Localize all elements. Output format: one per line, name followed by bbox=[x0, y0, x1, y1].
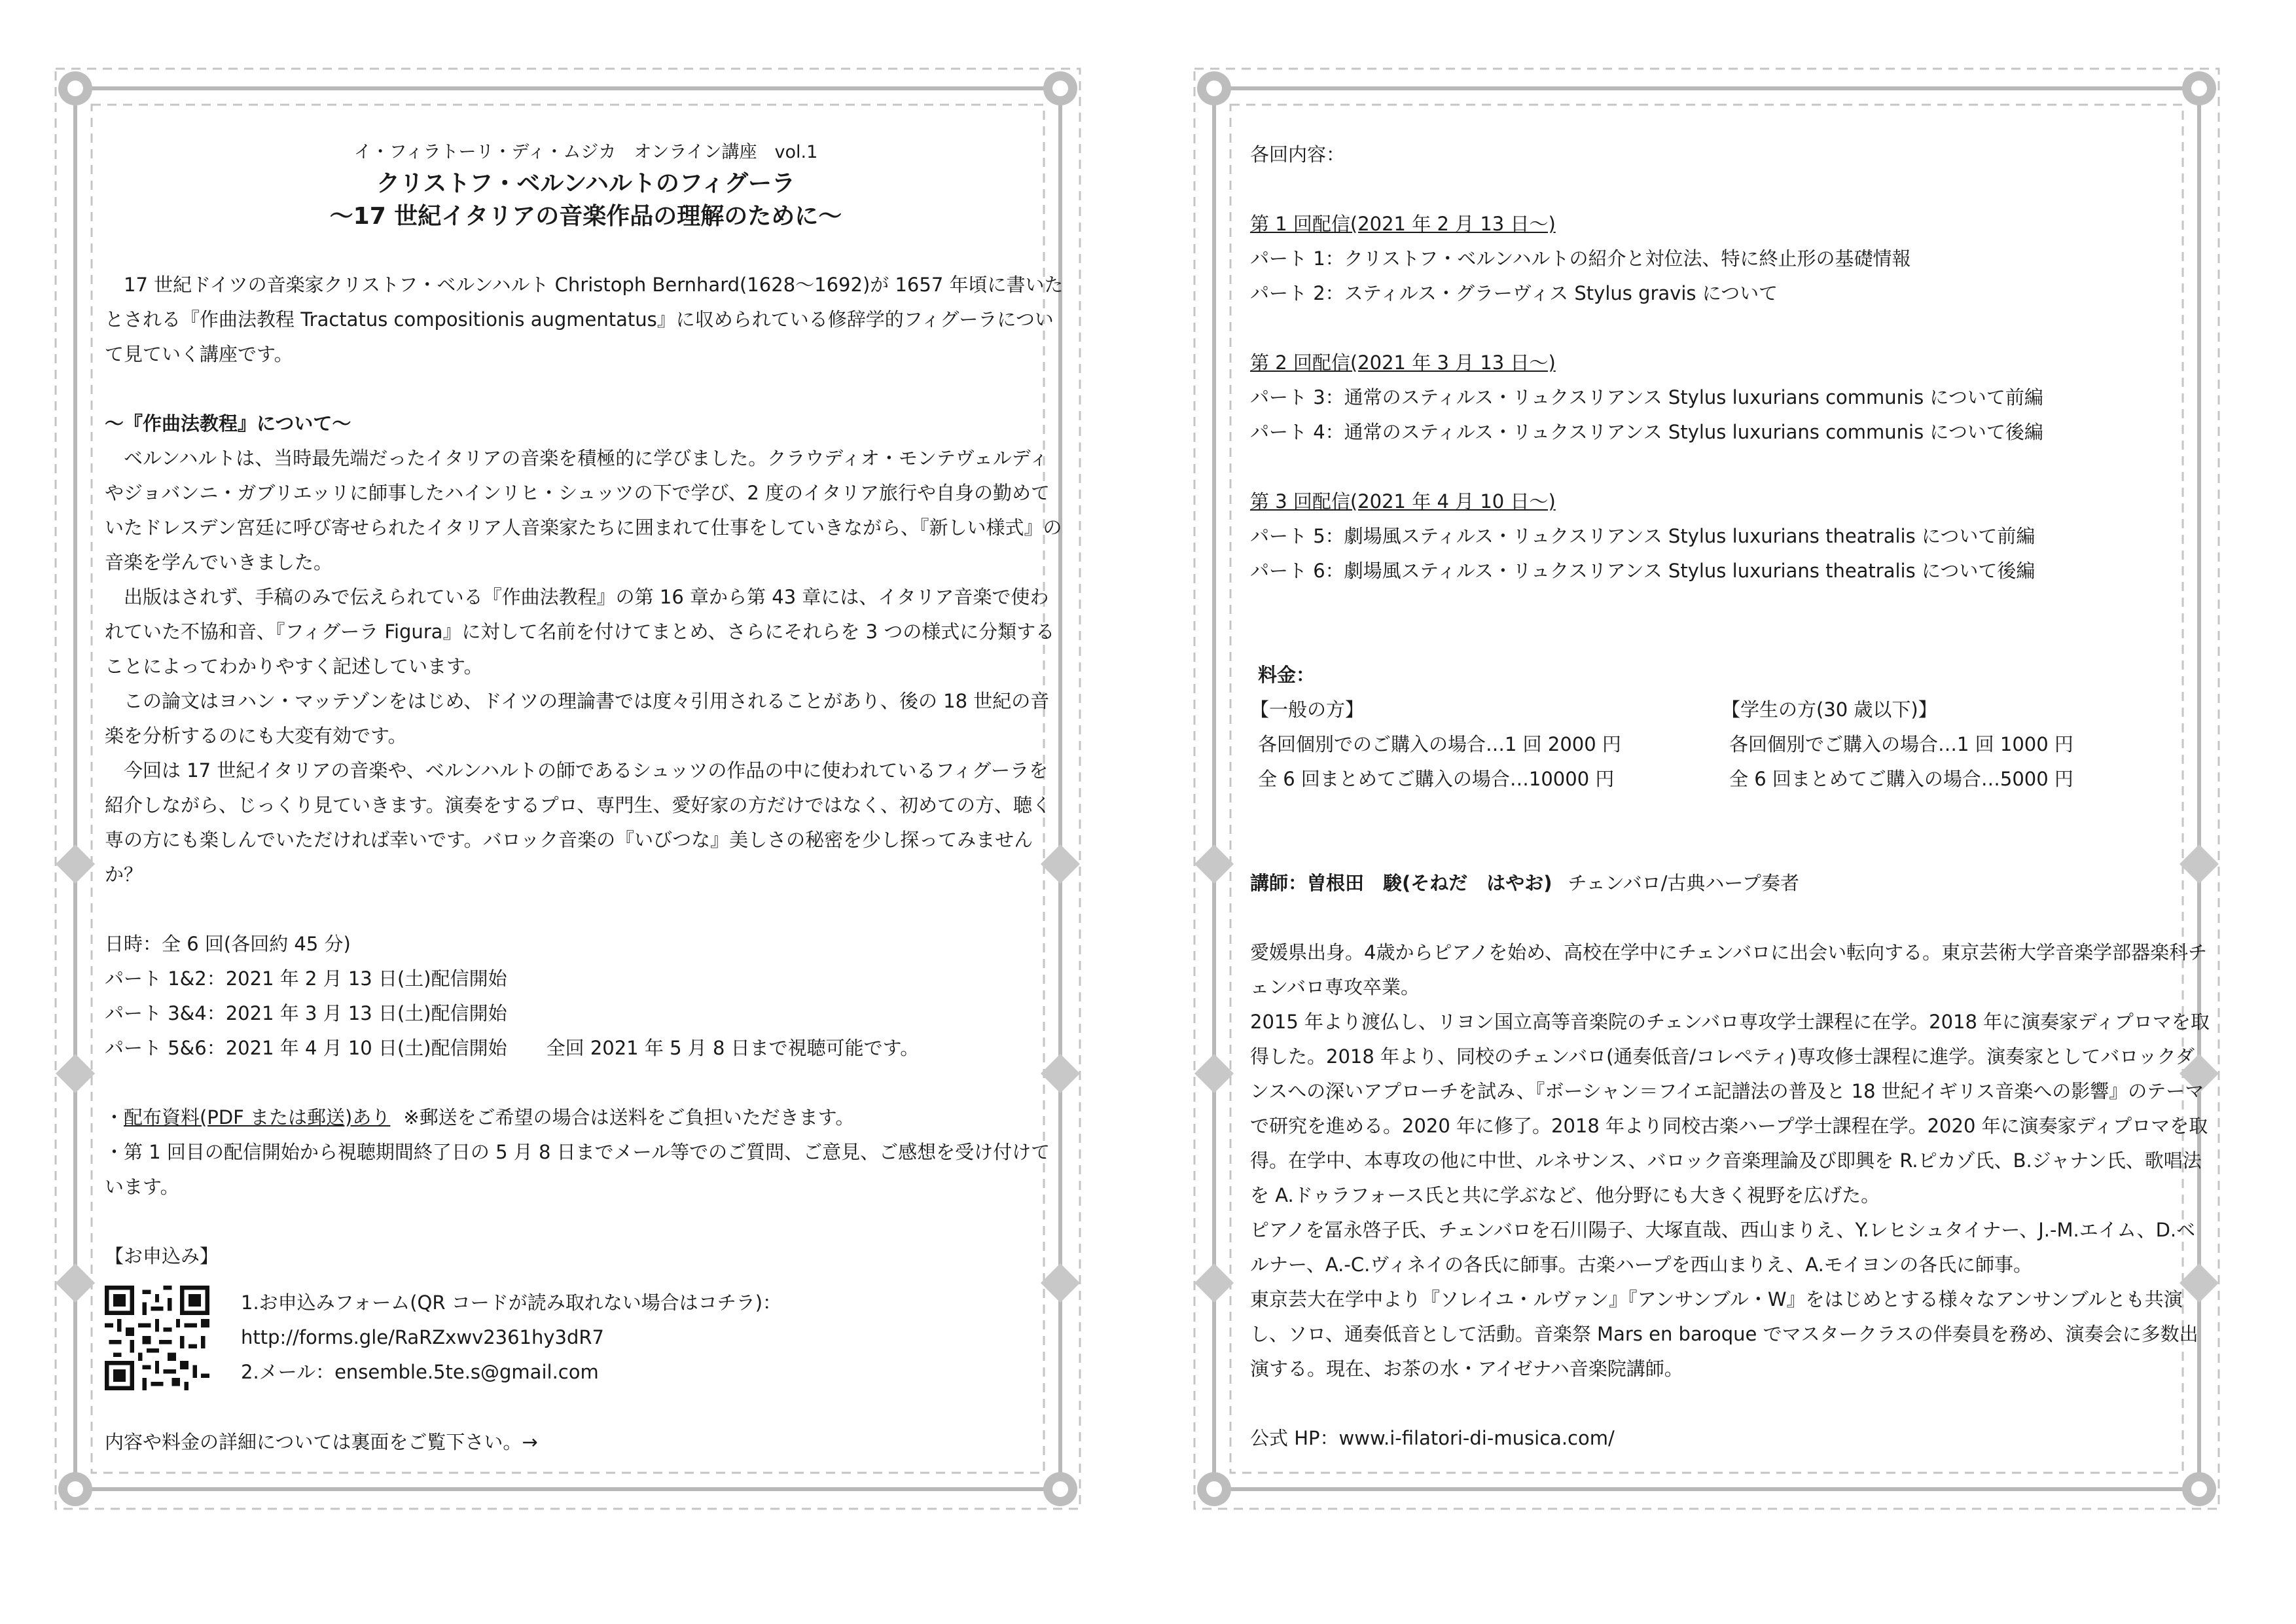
fee-line: 各回個別でのご購入の場合…1 回 2000 円 bbox=[1258, 733, 1621, 755]
instructor-role: チェンバロ/古典ハープ奏者 bbox=[1568, 872, 1799, 894]
front-page bbox=[39, 59, 1096, 1519]
apply-heading: 【お申込み】 bbox=[105, 1245, 219, 1267]
back-page-note: 内容や料金の詳細については裏面をご覧下さい。→ bbox=[105, 1431, 538, 1453]
about-paragraph: 今回は 17 世紀イタリアの音楽や、ベルンハルトの師であるシュッツの作品の中に使われているフィグーラを紹介しながら、じっくり見ていきます。演奏をするプロ、専門生、愛好家の方だけではなく、初めての方、聴く専の方にも楽しんでいただければ幸いです。バロック音楽の『いびつな』美しさの秘密を少し探ってみませんか？ bbox=[105, 759, 1051, 886]
schedule-line: パート 3&4：2021 年 3 月 13 日(土)配信開始 bbox=[105, 1002, 507, 1024]
schedule-line bbox=[105, 1031, 1067, 1066]
page-subtitle: ～17 世紀イタリアの音楽作品の理解のために～ bbox=[329, 203, 842, 230]
series-label: イ・フィラトーリ・ディ・ムジカ オンライン講座 vol.1 bbox=[353, 142, 818, 162]
page-title: クリストフ・ベルンハルトのフィグーラ bbox=[376, 170, 795, 197]
bullet: ・ bbox=[105, 1106, 124, 1128]
intro-paragraph: 17 世紀ドイツの音楽家クリストフ・ベルンハルト Christoph Bernhard(1628～1692)が 1657 年頃に書いたとされる『作曲法教程 Tractatus compositionis augmentatus』に収められている修辞学的フィグーラについて見ていく講座です。 bbox=[105, 274, 1064, 365]
form-label: 1.お申込みフォーム(QR コードが読み取れない場合はコチラ)： bbox=[241, 1291, 782, 1314]
qr-code[interactable] bbox=[105, 1286, 209, 1390]
fee-group-title: 【学生の方(30 歳以下)】 bbox=[1721, 698, 1937, 721]
session-part: パート 1：クリストフ・ベルンハルトの紹介と対位法、特に終止形の基礎情報 bbox=[1250, 247, 1911, 270]
back-page bbox=[1178, 59, 2235, 1519]
official-website[interactable]: 公式 HP：www.i-filatori-di-musica.com/ bbox=[1250, 1427, 1615, 1449]
schedule-heading: 日時：全 6 回(各回約 45 分) bbox=[105, 933, 351, 955]
session-part: パート 3：通常のスティルス・リュクスリアンス Stylus luxurians communis について前編 bbox=[1250, 386, 2043, 408]
instructor-biography: 愛媛県出身。4歳からピアノを始め、高校在学中にチェンバロに出会い転向する。東京芸術大学音楽学部器楽科チェンバロ専攻卒業。 2015 年より渡仏し、リヨン国立高等音楽院のチェンバロ専攻学士課程に在学。2018 年に演奏家ディプロマを取得した。2018 年より、同校のチェンバロ(通奏低音/コレペティ)専攻修士課程に進学。演奏家としてバロックダンスへの深いアプローチを試み、『ボーシャン＝フイエ記譜法の普及と 18 世紀イギリス音楽への影響』のテーマで研究を進める。2020 年に修了。2018 年より同校古楽ハープ学士課程在学。2020 年に演奏家ディプロマを取得。在学中、本専攻の他に中世、ルネサンス、バロック音楽理論及び即興を R.ピカゾ氏、B.ジャナン氏、歌唱法を A.ドゥラフォース氏と共に学ぶなど、他分野にも大きく視野を広げた。 ピアノを冨永啓子氏、チェンバロを石川陽子、大塚直哉、西山まりえ、Y.レヒシュタイナー、J.-M.エイム、D.ベルナー、A.-C.ヴィネイの各氏に師事。古楽ハープを西山まりえ、A.モイヨンの各氏に師事。 東京芸大在学中より『ソレイユ・ルヴァン』『アンサンブル・W』をはじめとする様々なアンサンブルとも共演し、ソロ、通奏低音として活動。音楽祭 Mars en baroque でマスタークラスの伴奏員を務め、演奏会に多数出演する。現在、お茶の水・アイゼナハ音楽院講師。 bbox=[1250, 941, 2210, 1380]
fee-group-title: 【一般の方】 bbox=[1250, 698, 1365, 721]
instructor-line bbox=[1250, 866, 2212, 901]
fee-line: 各回個別でご購入の場合…1 回 1000 円 bbox=[1729, 733, 2073, 755]
shipping-note: ※郵送をご希望の場合は送料をご負担いただきます。 bbox=[403, 1106, 855, 1128]
questions-note: ・第 1 回目の配信開始から視聴期間終了日の 5 月 8 日までメール等でのご質問、ご意見、ご感想を受け付けています。 bbox=[105, 1141, 1050, 1198]
fees-table bbox=[1250, 693, 2212, 797]
fees-student bbox=[1721, 693, 2193, 797]
fees-heading: 料金： bbox=[1258, 664, 1316, 686]
about-paragraph: ベルンハルトは、当時最先端だったイタリアの音楽を積極的に学びました。クラウディオ・モンテヴェルディやジョバンニ・ガブリエッリに師事したハインリヒ・シュッツの下で学び、2 度のイタリア旅行や自身の勤めていたドレスデン宮廷に呼び寄せられたイタリア人音楽家たちに囲まれて仕事をしていきながら、『新しい様式』の音楽を学んでいきました。 bbox=[105, 447, 1062, 573]
about-paragraph: 出版はされず、手稿のみで伝えられている『作曲法教程』の第 16 章から第 43 章には、イタリア音楽で使われていた不協和音、『フィグーラ Figura』に対して名前を付けてまとめ、さらにそれらを 3 つの様式に分類することによってわかりやすく記述しています。 bbox=[105, 586, 1055, 677]
session-part: パート 4：通常のスティルス・リュクスリアンス Stylus luxurians communis について後編 bbox=[1250, 421, 2043, 443]
email-contact[interactable]: 2.メール：ensemble.5te.s@gmail.com bbox=[241, 1361, 599, 1383]
instructor-name: 講師：曽根田 駿(そねだ はやお) bbox=[1250, 872, 1552, 894]
session-part: パート 6：劇場風スティルス・リュクスリアンス Stylus luxurians theatralis について後編 bbox=[1250, 560, 2036, 582]
viewing-period-note: 全回 2021 年 5 月 8 日まで視聴可能です。 bbox=[546, 1037, 920, 1059]
session-title: 第 3 回配信(2021 年 4 月 10 日～) bbox=[1250, 490, 1556, 513]
schedule-line-text: パート 5&6：2021 年 4 月 10 日(土)配信開始 bbox=[105, 1037, 507, 1059]
form-link[interactable]: http://forms.gle/RaRZxwv2361hy3dR7 bbox=[241, 1326, 605, 1348]
session-part: パート 2：スティルス・グラーヴィス Stylus gravis について bbox=[1250, 282, 1778, 304]
contents-heading: 各回内容： bbox=[1250, 143, 1346, 166]
about-heading: ～『作曲法教程』について～ bbox=[105, 412, 351, 435]
session-title: 第 2 回配信(2021 年 3 月 13 日～) bbox=[1250, 352, 1556, 374]
schedule-line: パート 1&2：2021 年 2 月 13 日(土)配信開始 bbox=[105, 967, 507, 990]
materials-note bbox=[105, 1100, 1067, 1135]
materials-label: 配布資料(PDF または郵送)あり bbox=[124, 1106, 391, 1128]
fee-line: 全 6 回まとめてご購入の場合…10000 円 bbox=[1258, 768, 1615, 790]
fee-line: 全 6 回まとめてご購入の場合…5000 円 bbox=[1729, 768, 2073, 790]
session-title: 第 1 回配信(2021 年 2 月 13 日～) bbox=[1250, 213, 1556, 235]
about-paragraph: この論文はヨハン・マッテゾンをはじめ、ドイツの理論書では度々引用されることがあり、後の 18 世紀の音楽を分析するのにも大変有効です。 bbox=[105, 690, 1050, 747]
session-part: パート 5：劇場風スティルス・リュクスリアンス Stylus luxurians theatralis について前編 bbox=[1250, 525, 2036, 547]
fees-general bbox=[1250, 693, 1721, 797]
